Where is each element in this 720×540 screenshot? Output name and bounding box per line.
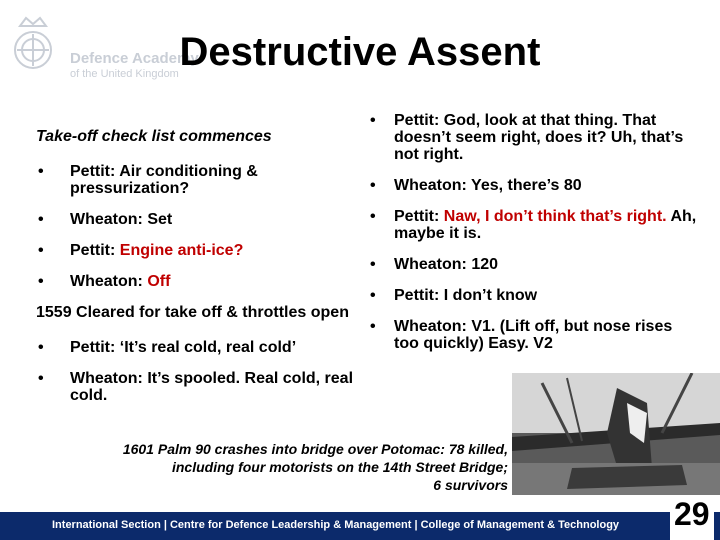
logo-line-1: Defence Academy <box>70 50 199 67</box>
slide-title: Destructive Assent <box>179 30 541 74</box>
caption-line: 1601 Palm 90 crashes into bridge over Potomac: 78 killed, <box>122 441 508 457</box>
list-item <box>370 318 700 352</box>
list-item <box>36 339 356 356</box>
dialogue-text: Off <box>147 273 171 290</box>
footer-bar <box>0 512 720 540</box>
speaker: Wheaton: <box>394 256 467 273</box>
logo-line-2: of the United Kingdom <box>70 68 179 80</box>
caption-line: including four motorists on the 14th Street Bridge; <box>171 459 508 475</box>
list-item <box>370 256 700 273</box>
dialogue-text: God, look at that thing. That doesn’t seem right, does it? Uh, that’s not right. <box>394 112 684 163</box>
speaker: Wheaton: <box>394 177 467 194</box>
dialogue-text: Engine anti-ice? <box>119 242 244 259</box>
dialogue-text: Ah, maybe it is. <box>394 208 697 242</box>
speaker: Pettit: <box>70 163 116 180</box>
speaker: Wheaton: <box>394 318 467 335</box>
checklist-heading: Take-off check list commences <box>36 128 272 145</box>
footer-text: International Section | Centre for Defence Leadership & Management | College of Management & Technology <box>52 519 620 531</box>
dialogue-text: V1. (Lift off, but nose rises too quickly) Easy. V2 <box>394 318 673 352</box>
crash-photo <box>512 373 720 495</box>
left-column <box>36 128 356 418</box>
right-column <box>370 112 700 366</box>
list-item <box>36 211 356 228</box>
speaker: Wheaton: <box>70 211 143 228</box>
dialogue-text: 120 <box>471 256 499 273</box>
dialogue-text: ‘It’s real cold, real cold’ <box>119 339 297 356</box>
dialogue-text-highlight: Naw, I don’t think that’s right. <box>443 208 667 225</box>
speaker: Wheaton: <box>70 273 143 290</box>
dialogue-text: Set <box>147 211 173 228</box>
speaker: Pettit: <box>394 208 440 225</box>
list-item <box>36 370 356 404</box>
list-item <box>36 163 356 197</box>
caption-line: 6 survivors <box>433 477 508 493</box>
clearance-heading: 1559 Cleared for take off & throttles open <box>36 304 349 321</box>
dialogue-text: It’s spooled. Real cold, real cold. <box>70 370 354 404</box>
list-item <box>370 112 700 163</box>
photo-caption <box>60 440 508 494</box>
page-number-box <box>670 496 714 540</box>
list-item <box>370 287 700 304</box>
speaker: Pettit: <box>70 339 116 356</box>
page-number: 29 <box>674 496 710 532</box>
speaker: Pettit: <box>70 242 116 259</box>
dialogue-text: Yes, there’s 80 <box>471 177 582 194</box>
crash-photo-image <box>512 373 720 495</box>
list-item <box>36 273 356 290</box>
dialogue-text: Air conditioning & pressurization? <box>70 163 258 197</box>
list-item <box>370 177 700 194</box>
speaker: Pettit: <box>394 112 440 129</box>
speaker: Pettit: <box>394 287 440 304</box>
dialogue-text: I don’t know <box>443 287 538 304</box>
list-item <box>370 208 700 242</box>
speaker: Wheaton: <box>70 370 143 387</box>
list-item <box>36 242 356 259</box>
